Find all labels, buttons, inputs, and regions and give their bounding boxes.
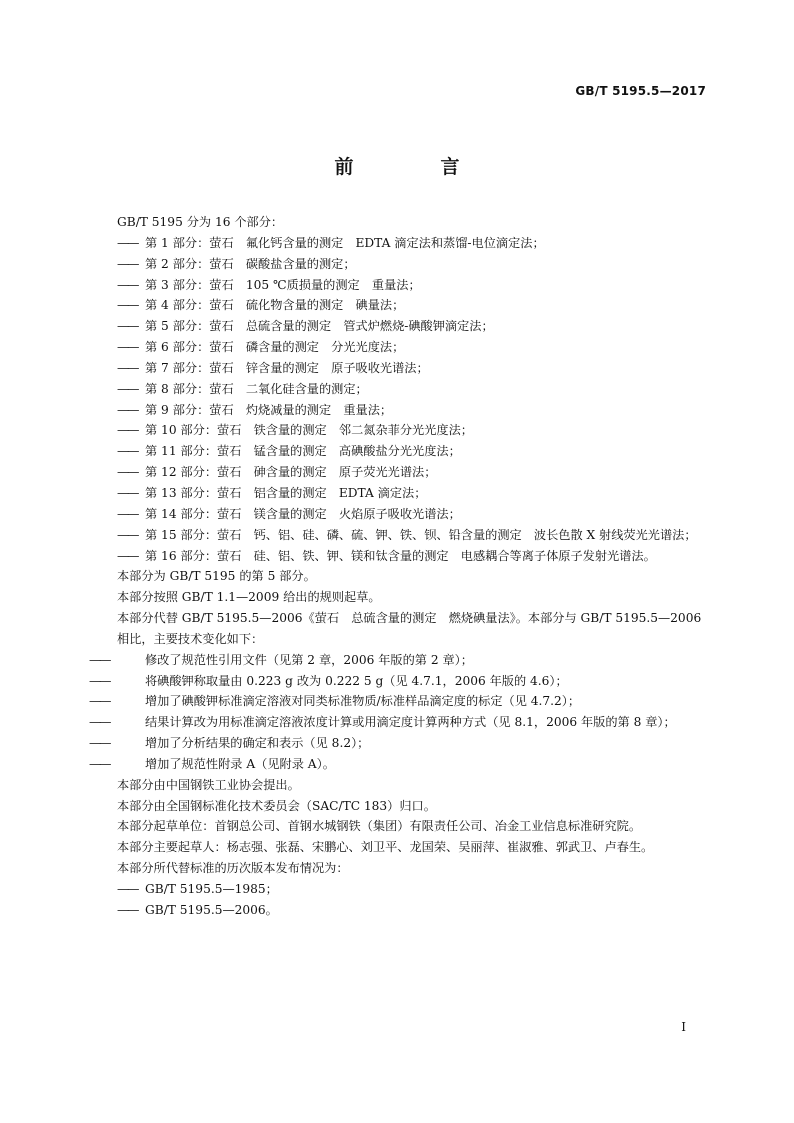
part-item-text: 第 12 部分：萤石 砷含量的测定 原子荧光光谱法； <box>145 465 437 480</box>
drafting-units-paragraph: 本部分起草单位：首钢总公司、首钢水城钢铁（集团）有限责任公司、冶金工业信息标准研究院。 <box>117 819 642 834</box>
part-item <box>89 337 707 358</box>
em-dash-marker: —— <box>117 548 138 563</box>
part-item <box>89 525 707 546</box>
change-item-text: 增加了碘酸钾标准滴定溶液对同类标准物质/标准样品滴定度的标定（见 4.7.2）； <box>145 694 581 709</box>
part-item-text: 第 15 部分：萤石 钙、铝、硅、磷、硫、钾、铁、钡、铅含量的测定 波长色散 X 射线荧光光谱法； <box>145 527 697 542</box>
part-item <box>89 295 707 316</box>
standard-code: GB/T 5195.5—2017 <box>575 84 706 98</box>
em-dash-marker: —— <box>117 444 138 459</box>
em-dash-marker: —— <box>117 360 138 375</box>
em-dash-marker: —— <box>117 902 138 917</box>
em-dash-marker: —— <box>89 756 110 771</box>
part-item-text: 第 2 部分：萤石 碳酸盐含量的测定； <box>145 256 356 271</box>
part-item <box>89 233 707 254</box>
history-item-text: GB/T 5195.5—1985； <box>145 882 278 896</box>
em-dash-marker: —— <box>117 319 138 334</box>
change-item-text: 修改了规范性引用文件（见第 2 章，2006 年版的第 2 章）； <box>145 652 473 667</box>
em-dash-marker: —— <box>117 465 138 480</box>
document-body <box>89 212 707 921</box>
change-item <box>89 712 707 733</box>
part-item-text: 第 14 部分：萤石 镁含量的测定 火焰原子吸收光谱法； <box>145 506 461 521</box>
em-dash-marker: —— <box>117 882 138 896</box>
part-item-text: 第 1 部分：萤石 氟化钙含量的测定 EDTA 滴定法和蒸馏-电位滴定法； <box>145 235 545 250</box>
em-dash-marker: —— <box>117 298 138 313</box>
part-item <box>89 254 707 275</box>
page-number: I <box>681 1020 686 1034</box>
history-list <box>89 879 707 921</box>
part-item-text: 第 8 部分：萤石 二氧化硅含量的测定； <box>145 381 368 396</box>
intro-paragraph: GB/T 5195 分为 16 个部分： <box>117 215 284 229</box>
change-item-text: 增加了分析结果的确定和表示（见 8.2）； <box>145 736 370 751</box>
change-item-text: 增加了规范性附录 A（见附录 A）。 <box>145 756 335 771</box>
em-dash-marker: —— <box>89 694 110 709</box>
part-item-text: 第 6 部分：萤石 磷含量的测定 分光光度法； <box>145 340 405 355</box>
em-dash-marker: —— <box>89 736 110 751</box>
page-title: 前 言 <box>334 156 494 178</box>
em-dash-marker: —— <box>89 715 110 730</box>
em-dash-marker: —— <box>89 652 110 667</box>
em-dash-marker: —— <box>89 673 110 688</box>
rules-paragraph: 本部分按照 GB/T 1.1—2009 给出的规则起草。 <box>117 590 381 605</box>
part-item <box>89 546 707 567</box>
change-item <box>89 754 707 775</box>
change-item-text: 结果计算改为用标准滴定溶液浓度计算或用滴定度计算两种方式（见 8.1，2006 年版的第 8 章）； <box>145 715 676 730</box>
em-dash-marker: —— <box>117 235 138 250</box>
proposed-paragraph: 本部分由中国钢铁工业协会提出。 <box>117 777 300 792</box>
part-item <box>89 420 707 441</box>
part-item-text: 第 9 部分：萤石 灼烧减量的测定 重量法； <box>145 402 393 417</box>
change-item <box>89 733 707 754</box>
change-item <box>89 691 707 712</box>
history-item <box>89 900 707 921</box>
drafters-paragraph: 本部分主要起草人：杨志强、张磊、宋鹏心、刘卫平、龙国荣、吴丽萍、崔淑雅、郭武卫、卢春生。 <box>117 840 654 855</box>
part-item <box>89 316 707 337</box>
change-item <box>89 650 707 671</box>
part-item-text: 第 4 部分：萤石 硫化物含量的测定 碘量法； <box>145 298 405 313</box>
part-item <box>89 504 707 525</box>
history-paragraph: 本部分所代替标准的历次版本发布情况为： <box>117 861 349 876</box>
em-dash-marker: —— <box>117 340 138 355</box>
em-dash-marker: —— <box>117 506 138 521</box>
em-dash-marker: —— <box>117 402 138 417</box>
part-item-text: 第 13 部分：萤石 铝含量的测定 EDTA 滴定法； <box>145 485 427 500</box>
part-item-text: 第 5 部分：萤石 总硫含量的测定 管式炉燃烧-碘酸钾滴定法； <box>145 319 494 334</box>
centralized-paragraph: 本部分由全国钢标准化技术委员会（SAC/TC 183）归口。 <box>117 798 436 813</box>
part-item <box>89 441 707 462</box>
part-item-text: 第 16 部分：萤石 硅、铝、铁、钾、镁和钛含量的测定 电感耦合等离子体原子发射光谱法。 <box>145 548 656 563</box>
part-item <box>89 483 707 504</box>
part-item <box>89 358 707 379</box>
em-dash-marker: —— <box>117 527 138 542</box>
em-dash-marker: —— <box>117 485 138 500</box>
replaces-paragraph: 本部分代替 GB/T 5195.5—2006《萤石 总硫含量的测定 燃烧碘量法》。本部分与 GB/T 5195.5—2006 相比，主要技术变化如下： <box>117 611 702 646</box>
change-item-text: 将碘酸钾称取量由 0.223 g 改为 0.222 5 g（见 4.7.1，2006 年版的 4.6）； <box>145 673 568 688</box>
history-item-text: GB/T 5195.5—2006。 <box>145 902 278 917</box>
part-item-text: 第 3 部分：萤石 105 ℃质损量的测定 重量法； <box>145 277 421 292</box>
parts-list <box>89 233 707 567</box>
change-item <box>89 671 707 692</box>
em-dash-marker: —— <box>117 381 138 396</box>
part-item <box>89 400 707 421</box>
part-item <box>89 275 707 296</box>
part-item-text: 第 7 部分：萤石 锌含量的测定 原子吸收光谱法； <box>145 360 429 375</box>
em-dash-marker: —— <box>117 423 138 438</box>
part-item-text: 第 11 部分：萤石 锰含量的测定 高碘酸盐分光光度法； <box>145 444 461 459</box>
part-item <box>89 462 707 483</box>
em-dash-marker: —— <box>117 277 138 292</box>
history-item <box>89 879 707 900</box>
part-item-text: 第 10 部分：萤石 铁含量的测定 邻二氮杂菲分光光度法； <box>145 423 473 438</box>
em-dash-marker: —— <box>117 256 138 271</box>
part-item <box>89 379 707 400</box>
part-of-paragraph: 本部分为 GB/T 5195 的第 5 部分。 <box>117 569 316 584</box>
changes-list <box>89 650 707 775</box>
